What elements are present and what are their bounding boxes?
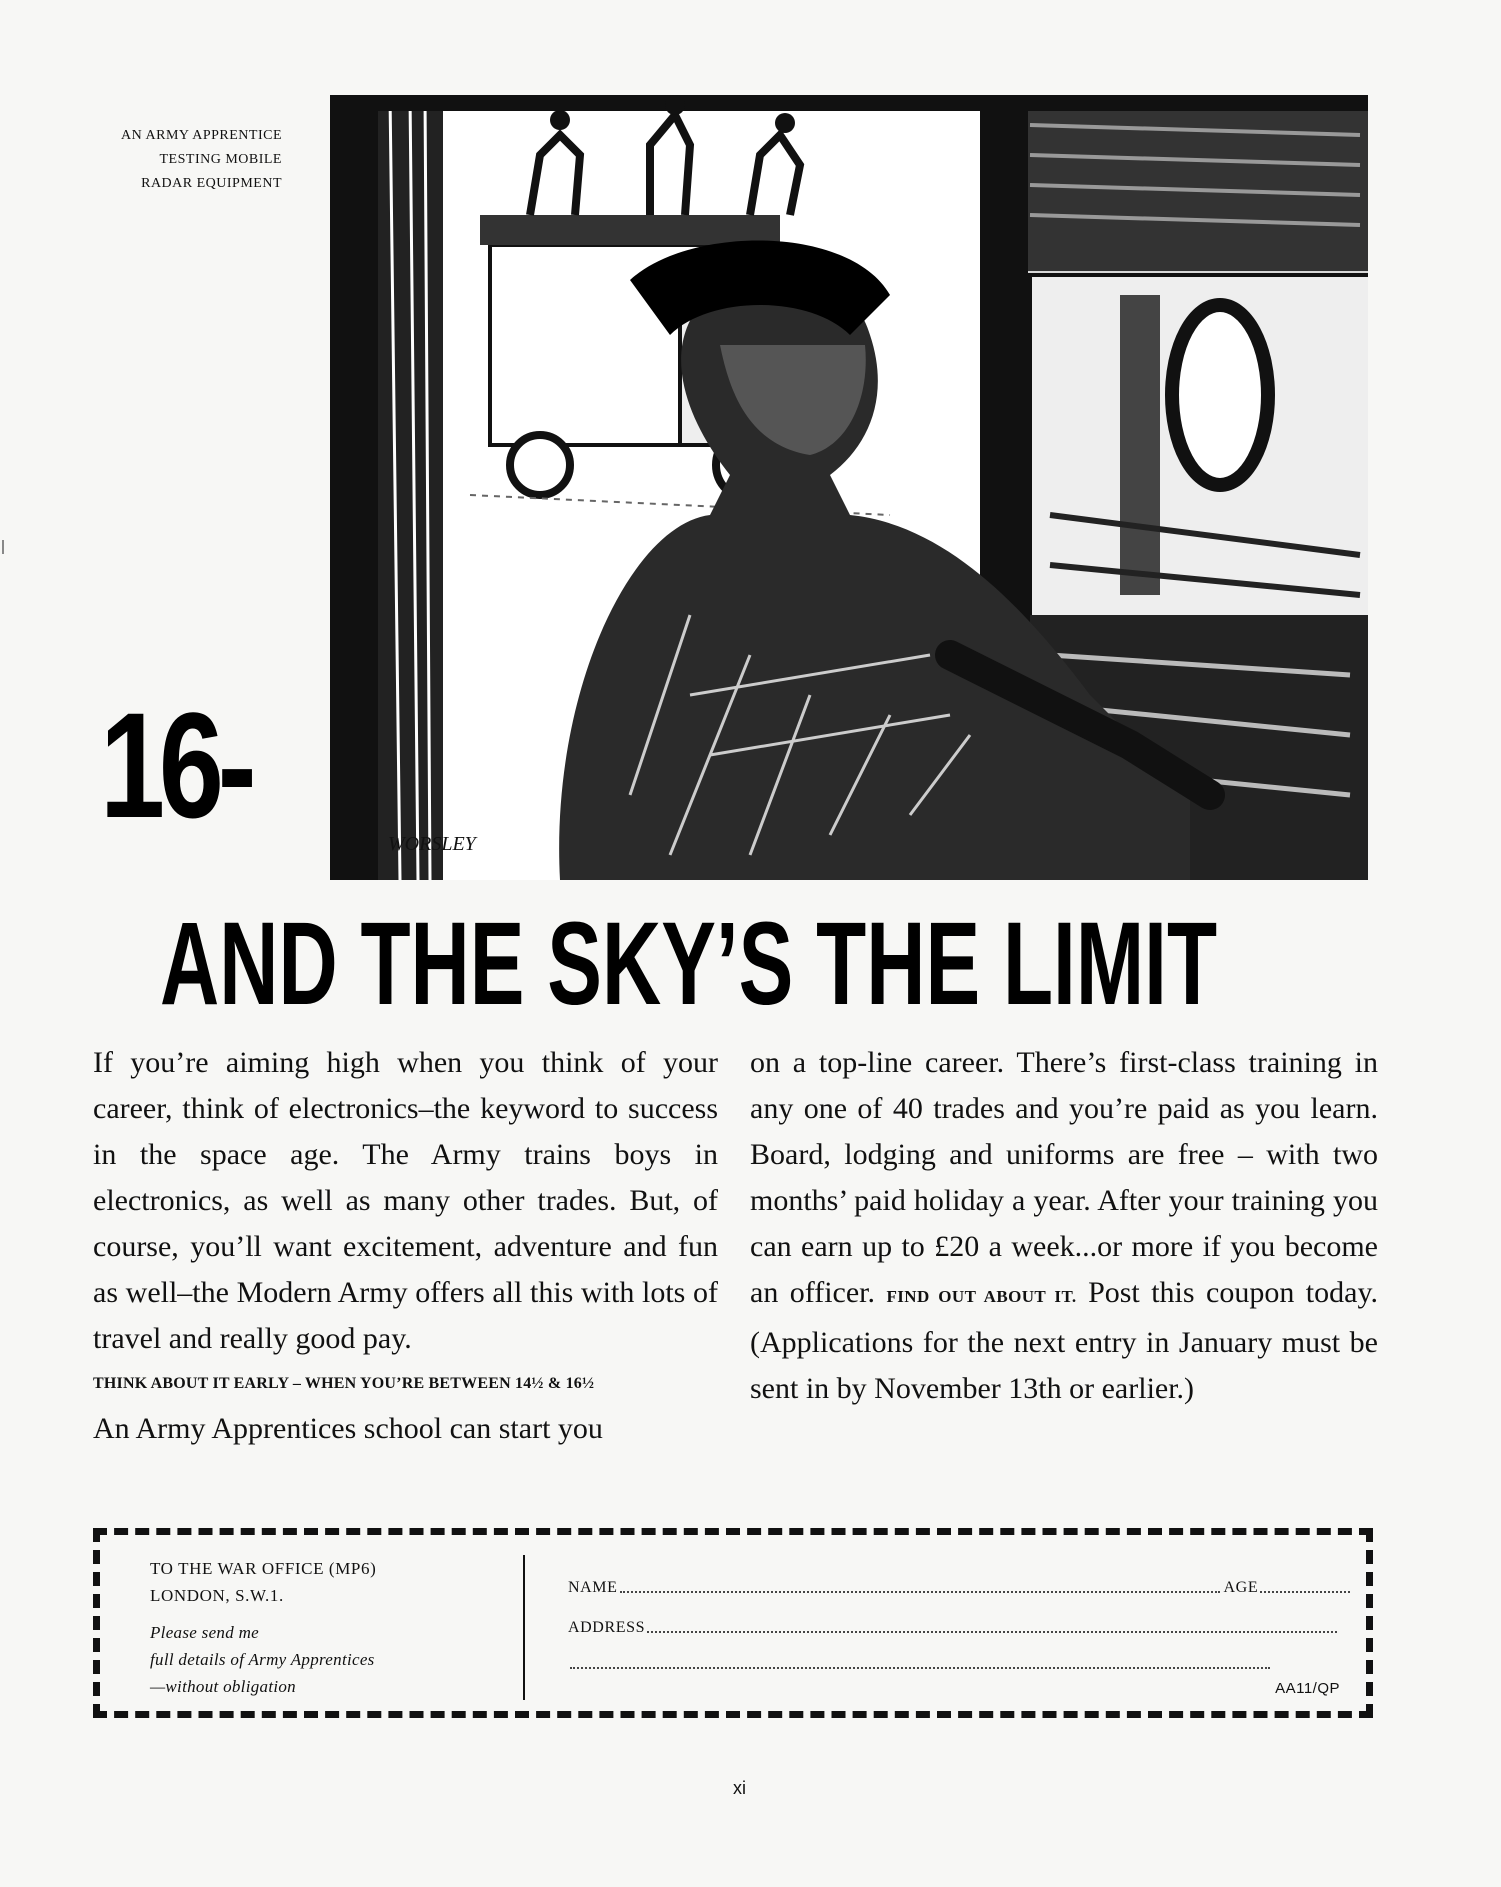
body-paragraph-right (750, 1040, 1378, 1412)
age-field[interactable] (1260, 1577, 1350, 1593)
find-out-callout: FIND OUT ABOUT IT. (886, 1287, 1077, 1306)
kicker-line: THINK ABOUT IT EARLY – WHEN YOU’RE BETWEEN 14½ & 16½ (93, 1375, 595, 1392)
body-paragraph: If you’re aiming high when you think of your career, think of electronics–the keyword to success in the space age. The Army trains boys in electronics, as well as many other trades. But, of course, you’ll want excitement, adventure and fun as well–the Modern Army offers all this with lots of travel and really good pay. (93, 1046, 718, 1355)
address-field-line-2[interactable] (570, 1653, 1270, 1669)
coupon-address-block (150, 1555, 490, 1700)
caption-line: TESTING MOBILE (159, 152, 282, 167)
page-number: xi (733, 1778, 746, 1798)
body-column-right (750, 1040, 1378, 1412)
caption-line: RADAR EQUIPMENT (141, 176, 282, 191)
radar-illustration (330, 95, 1368, 880)
artist-signature: WORSLEY (388, 833, 476, 855)
caption-line: AN ARMY APPRENTICE (121, 128, 282, 143)
body-text: on a top-line career. There’s first-class training in any one of 40 trades and you’re paid as you learn. Board, lodging and uniforms are free – with two months’ paid holiday a year. After your training you can earn up to £20 a week...or more if you become an officer. (750, 1046, 1378, 1309)
coupon-to-line: TO THE WAR OFFICE (MP6) (150, 1559, 377, 1578)
illustration-caption (70, 124, 282, 196)
coupon-request-line: —without obligation (150, 1677, 296, 1696)
address-line-2-row (568, 1653, 1274, 1673)
coupon-request-line: full details of Army Apprentices (150, 1650, 375, 1669)
body-column-left (93, 1040, 718, 1452)
address-field[interactable] (647, 1617, 1337, 1633)
age-label: AGE (1223, 1579, 1259, 1596)
address-field-row (568, 1617, 1341, 1637)
scan-edge-mark (2, 540, 4, 554)
address-label: ADDRESS (568, 1619, 646, 1636)
body-paragraph-tail: An Army Apprentices school can start you (93, 1412, 603, 1445)
name-label: NAME (568, 1579, 618, 1596)
coupon-request-line: Please send me (150, 1623, 259, 1642)
name-field-row (568, 1577, 1354, 1597)
big-number: 16- (100, 681, 251, 849)
coupon-reference: AA11/QP (1275, 1680, 1340, 1697)
coupon (93, 1528, 1373, 1718)
headline: AND THE SKY’S THE LIMIT (160, 898, 1218, 1030)
coupon-city-line: LONDON, S.W.1. (150, 1586, 284, 1605)
coupon-divider (523, 1555, 525, 1700)
name-field[interactable] (620, 1577, 1220, 1593)
body-text: Post this coupon today. (Applications for the next entry in January must be sent in by November 13th or earlier.) (750, 1276, 1379, 1405)
radar-illustration-drawing (330, 95, 1368, 880)
